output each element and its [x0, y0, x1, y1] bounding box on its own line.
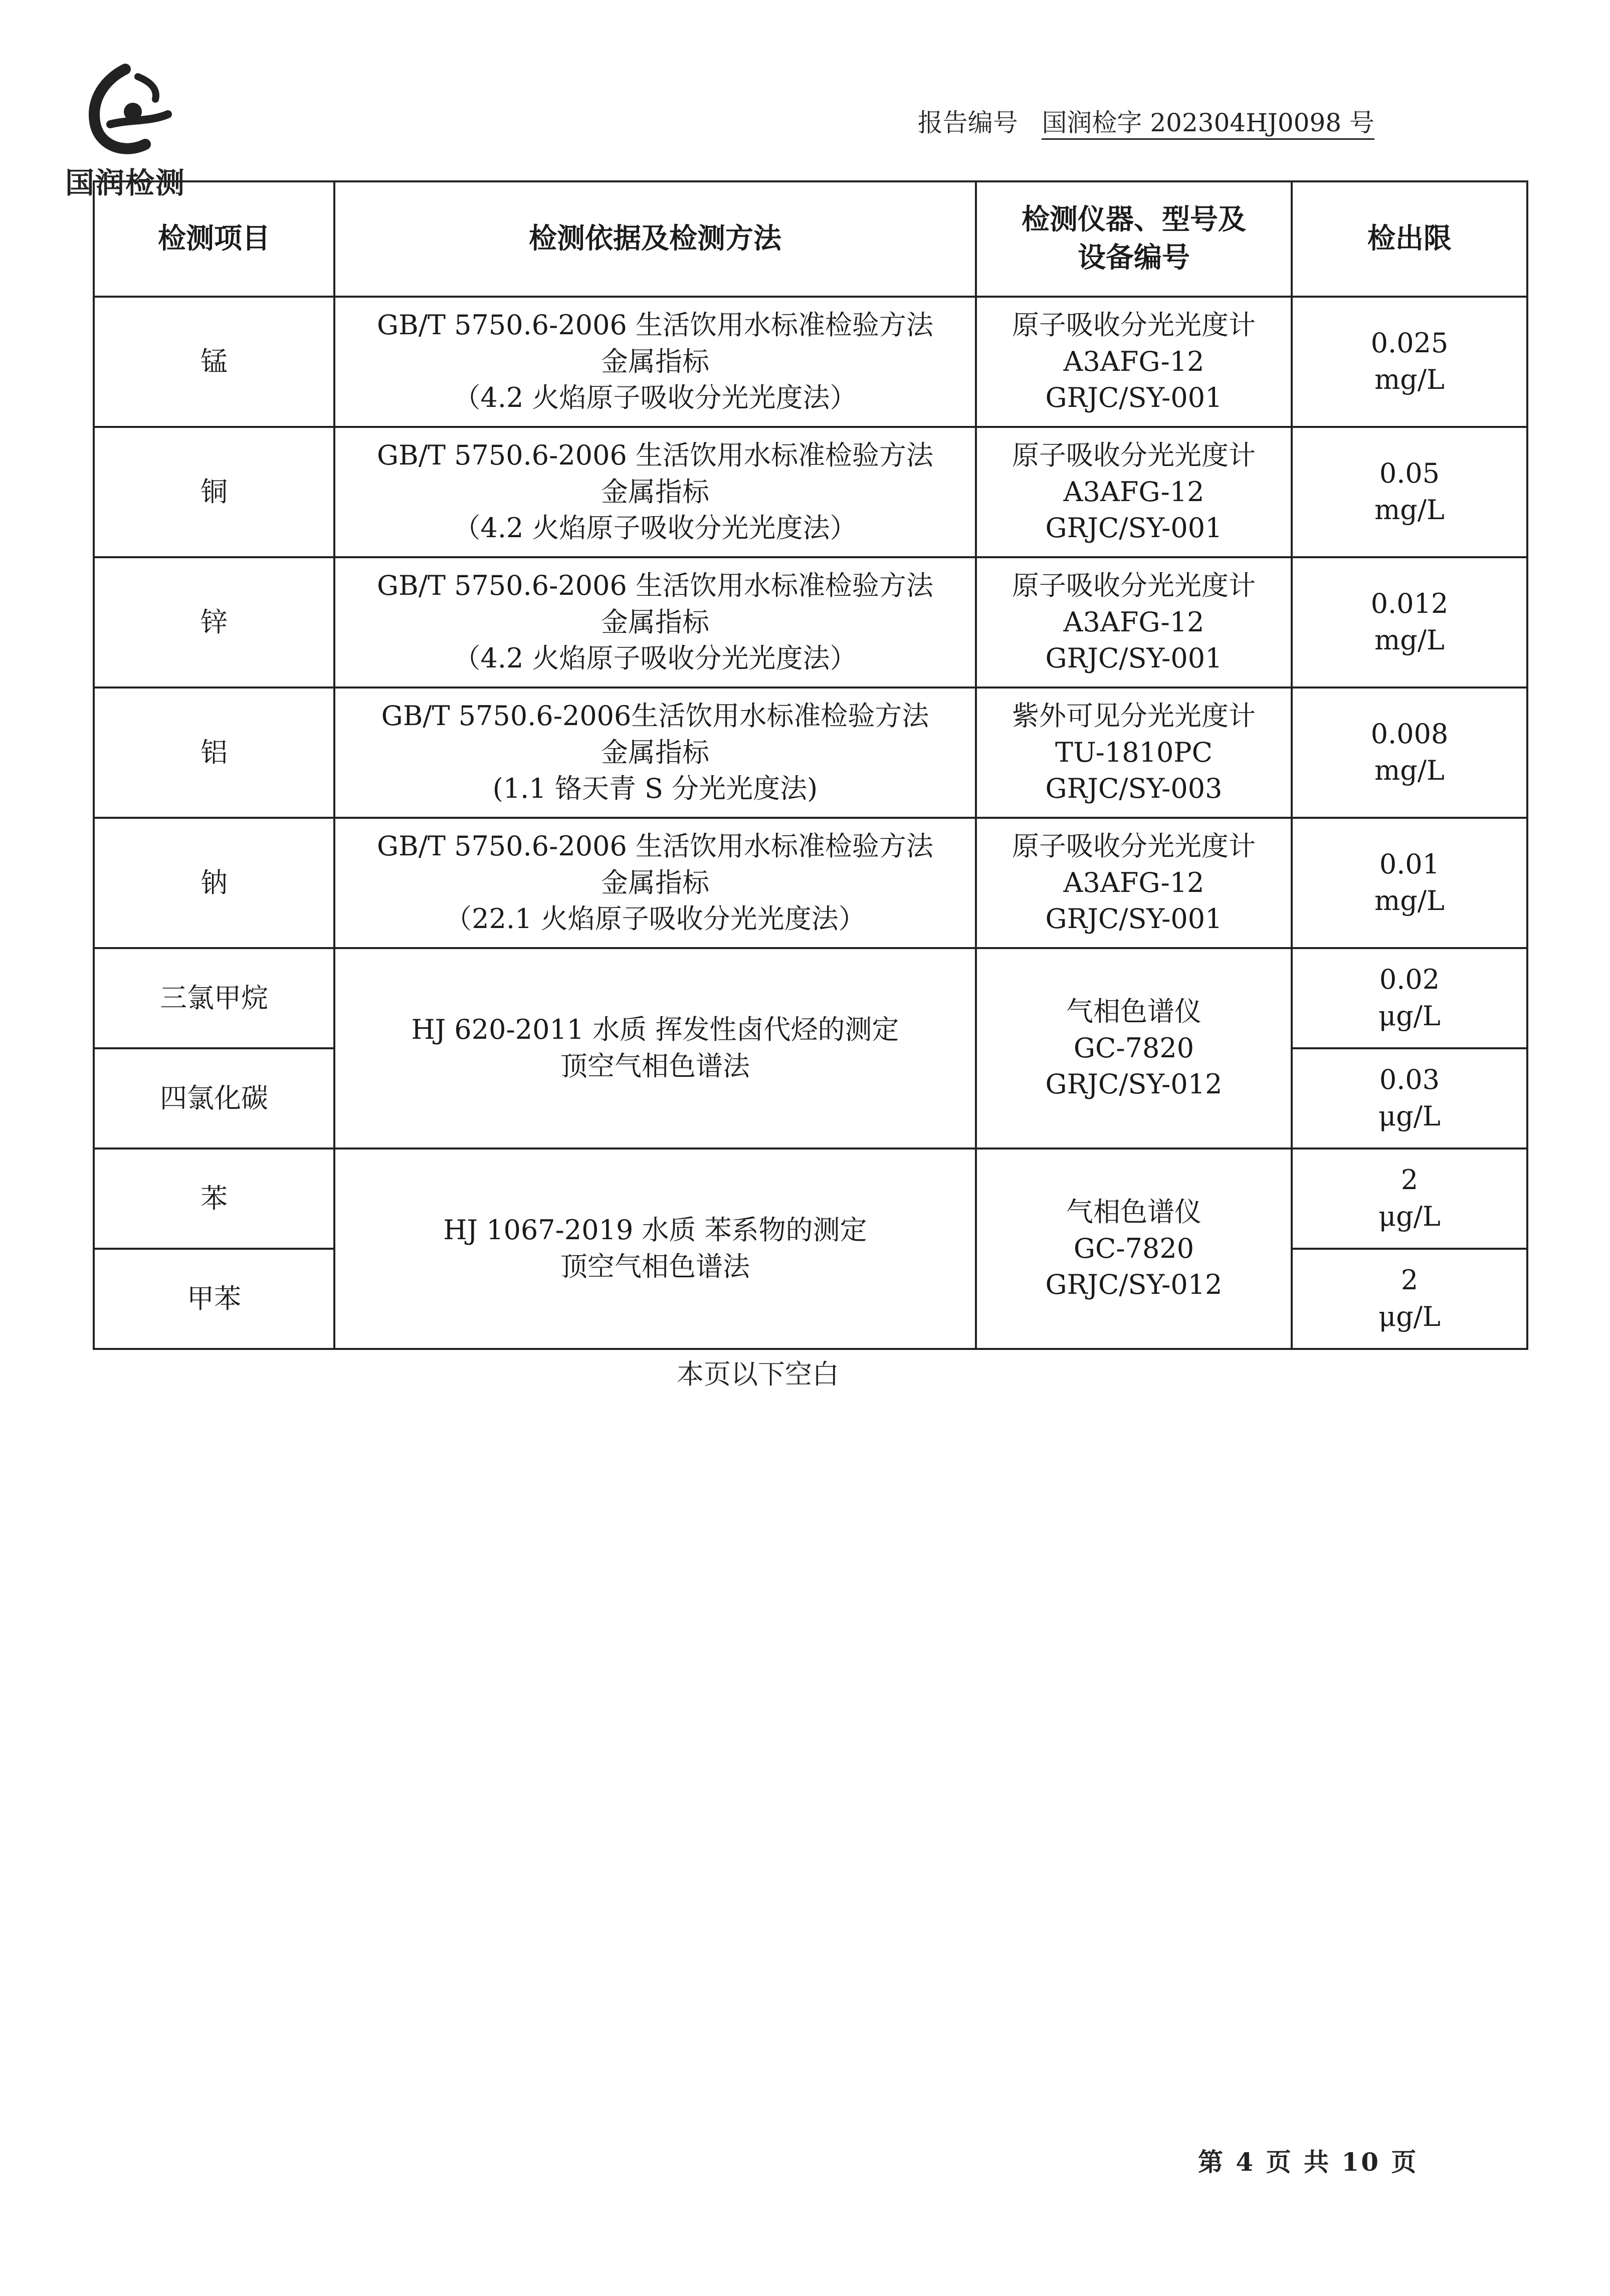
test-item: 苯 — [94, 1149, 334, 1249]
test-method: GB/T 5750.6-2006 生活饮用水标准检验方法 金属指标 （4.2 火焰原子吸收分光光度法） — [334, 557, 976, 687]
col-header-limit: 检出限 — [1292, 181, 1527, 297]
detection-limit: 0.025 mg/L — [1292, 297, 1527, 427]
detection-limit: 0.01 mg/L — [1292, 818, 1527, 948]
report-number — [918, 103, 1374, 139]
test-instrument: 气相色谱仪 GC-7820 GRJC/SY-012 — [976, 1149, 1292, 1349]
detection-limit: 2 μg/L — [1292, 1249, 1527, 1349]
table-row — [94, 818, 1527, 948]
report-number-label: 报告编号 — [917, 108, 1018, 137]
test-item: 四氯化碳 — [94, 1048, 334, 1149]
col-header-instrument: 检测仪器、型号及 设备编号 — [976, 181, 1292, 297]
logo-text: 国润检测 — [65, 166, 185, 200]
test-method: HJ 1067-2019 水质 苯系物的测定 顶空气相色谱法 — [334, 1149, 976, 1349]
table-row — [94, 1149, 1527, 1249]
detection-limit: 2 μg/L — [1292, 1149, 1527, 1249]
test-instrument: 原子吸收分光光度计 A3AFG-12 GRJC/SY-001 — [976, 427, 1292, 557]
test-item: 锌 — [94, 557, 334, 687]
test-instrument: 原子吸收分光光度计 A3AFG-12 GRJC/SY-001 — [976, 557, 1292, 687]
test-method: HJ 620-2011 水质 挥发性卤代烃的测定 顶空气相色谱法 — [334, 948, 976, 1149]
test-instrument: 原子吸收分光光度计 A3AFG-12 GRJC/SY-001 — [976, 297, 1292, 427]
detection-limit: 0.05 mg/L — [1292, 427, 1527, 557]
table-row — [94, 557, 1527, 687]
test-method: GB/T 5750.6-2006 生活饮用水标准检验方法 金属指标 （4.2 火焰原子吸收分光光度法） — [334, 297, 976, 427]
col-header-method: 检测依据及检测方法 — [334, 181, 976, 297]
test-method: GB/T 5750.6-2006生活饮用水标准检验方法 金属指标 (1.1 铬天青 S 分光光度法) — [334, 687, 976, 818]
table-row — [94, 687, 1527, 818]
page-number: 第 4 页 共 10 页 — [1198, 2147, 1419, 2177]
test-item: 铝 — [94, 687, 334, 818]
logo-mark-icon — [50, 59, 200, 159]
test-item: 甲苯 — [94, 1249, 334, 1349]
test-method: GB/T 5750.6-2006 生活饮用水标准检验方法 金属指标 （4.2 火焰原子吸收分光光度法） — [334, 427, 976, 557]
test-instrument: 原子吸收分光光度计 A3AFG-12 GRJC/SY-001 — [976, 818, 1292, 948]
test-methods-table — [93, 180, 1528, 1350]
blank-below-note: 本页以下空白 — [677, 1358, 839, 1390]
test-instrument: 气相色谱仪 GC-7820 GRJC/SY-012 — [976, 948, 1292, 1149]
test-item: 铜 — [94, 427, 334, 557]
col-header-item: 检测项目 — [94, 181, 334, 297]
table-row — [94, 427, 1527, 557]
detection-limit: 0.02 μg/L — [1292, 948, 1527, 1048]
table-header-row — [94, 181, 1527, 297]
test-method: GB/T 5750.6-2006 生活饮用水标准检验方法 金属指标 （22.1 火焰原子吸收分光光度法） — [334, 818, 976, 948]
report-number-value: 国润检字 202304HJ0098 号 — [1042, 108, 1374, 140]
detection-limit: 0.008 mg/L — [1292, 687, 1527, 818]
test-item: 三氯甲烷 — [94, 948, 334, 1048]
company-logo — [50, 59, 200, 199]
test-item: 钠 — [94, 818, 334, 948]
table-row — [94, 297, 1527, 427]
detection-limit: 0.03 μg/L — [1292, 1048, 1527, 1149]
table-row — [94, 948, 1527, 1048]
test-item: 锰 — [94, 297, 334, 427]
test-instrument: 紫外可见分光光度计 TU-1810PC GRJC/SY-003 — [976, 687, 1292, 818]
detection-limit: 0.012 mg/L — [1292, 557, 1527, 687]
